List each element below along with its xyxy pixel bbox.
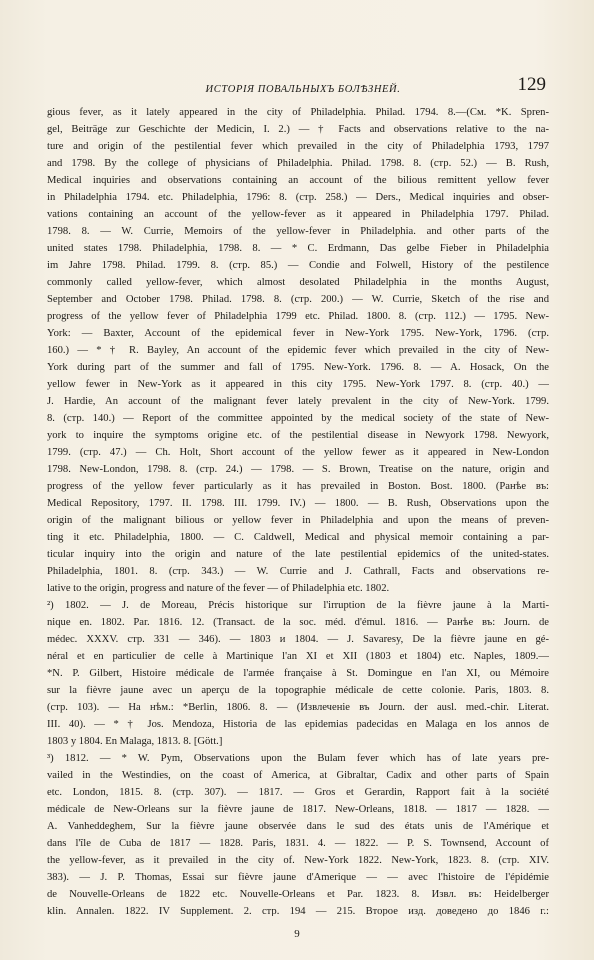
text-line: 160.) — * † R. Bayley, An account of the epidemic fever which prevailed in the city of New-: [47, 345, 549, 356]
text-line: de Nouvelle-Orleans de 1822 etc. Nouvelle-Orleans et Par. 1823. 8. Извл. въ: Heidelberger: [47, 889, 549, 900]
text-line: klin. Annalen. 1822. IV Supplement. 2. стр. 194 — 215. Второе изд. доведено до 1846 г.:: [47, 906, 549, 916]
text-line: A. Vanheddeghem, Sur la fièvre jaune observée dans le sud des états unis de l'Amérique et: [47, 821, 549, 832]
text-line: gious fever, as it lately appeared in the city of Philadelphia. Philad. 1794. 8.—(См. *K. Spren-: [47, 107, 549, 118]
text-line: September and October 1798. Philad. 1798. 8. (стр. 200.) — W. Currie, Sketch of the rise and: [47, 294, 549, 305]
text-line: 1798. New-London, 1798. 8. (стр. 24.) — 1798. — S. Brown, Treatise on the nature, origin and: [47, 464, 549, 475]
text-line: (стр. 103). — На нѣм.: *Berlin, 1806. 8. — (Извлеченіе въ Journ. der ausl. med.-chir. Literat.: [47, 702, 549, 713]
text-line: 8. (стр. 140.) — Report of the committee appointed by the medical society of the state of New-: [47, 413, 549, 424]
text-line: sur la fièvre jaune avec un aperçu de la topographie médicale de cette colonie. Paris, 1803. 8.: [47, 685, 549, 696]
text-line: nique en. 1802. Par. 1816. 12. (Transact. de la soc. méd. d'émul. 1816. — Ранѣе въ: Journ. de: [47, 617, 549, 628]
text-line: Philadelphia, 1801. 8. (стр. 343.) — W. Currie and J. Cathrall, Facts and observations re-: [47, 566, 549, 577]
text-line: York during part of the summer and fall of 1795. New-York. 1796. 8. — A. Hosack, On the: [47, 362, 549, 373]
signature-mark: 9: [294, 928, 300, 940]
text-line: 1799. (стр. 47.) — Ch. Holt, Short account of the yellow fewer as it appeared in New-London: [47, 447, 549, 458]
running-title: ИСТОРІЯ ПОВАЛЬНЫХЪ БОЛѢЗНЕЙ.: [205, 84, 401, 95]
text-line: III. 40). — * † Jos. Mendoza, Historia de las epidemias padecidas en Malaga en los annos de: [47, 719, 549, 730]
text-line: etc. London, 1815. 8. (стр. 307). — 1817. — Gros et Gerardin, Rapport fait à la société: [47, 787, 549, 798]
text-line: Medical Repository, 1797. II. 1798. III. 1799. IV.) — 1800. — B. Rush, Observations upon the: [47, 498, 549, 509]
text-line: progress of the yellow fever of Philadelphia 1799 etc. Philad. 1800. 8. (стр. 112.) — 1795. New-: [47, 311, 549, 322]
text-line: im Jahre 1798. Philad. 1799. 8. (стр. 85.) — Condie and Folwell, History of the pestilence: [47, 260, 549, 271]
text-line: néral et en particulier de celle à Martinique l'an XI et XII (1803 et 1804) etc. Naples, 1809.—: [47, 651, 549, 662]
running-head: [60, 74, 546, 104]
text-line: Medical inquiries and observations containing an account of the bilious remittent yellow fever: [47, 175, 549, 186]
text-line: *N. P. Gilbert, Histoire médicale de l'armée française à St. Domingue en l'an XI, ou Mémoire: [47, 668, 549, 679]
text-line: and 1798. By the college of physicians of Philadelphia. Philad. 1798. 8. (стр. 52.) — B. Rush,: [47, 158, 549, 169]
text-line: dans l'île de Cuba de 1817 — 1828. Paris, 1831. 4. — 1822. — P. S. Townsend, Account of: [47, 838, 549, 849]
page-number: 129: [517, 74, 546, 95]
text-line: ture and origin of the pestilential fever which prevailed in the city of Philadelphia 1793, 1797: [47, 141, 549, 152]
text-line: ting it etc. Philadelphia, 1800. — C. Caldwell, Medical and physical memoir containing a par-: [47, 532, 549, 543]
text-line: York: — Baxter, Account of the epidemical fever in New-York 1795. New-York, 1796. (стр.: [47, 328, 549, 339]
text-line: united states 1798. Philadelphia, 1798. 8. — * C. Erdmann, Das gelbe Fieber in Philadelphia: [47, 243, 549, 254]
text-line: lative to the origin, progress and nature of the fever — of Philadelphia etc. 1802.: [47, 583, 390, 594]
text-line: vailed in the Westindies, on the coast of America, at Gibraltar, Cadix and other parts of Spain: [47, 770, 549, 781]
text-line: ³) 1812. — * W. Pym, Observations upon the Bulam fever which has of late years pre-: [47, 753, 549, 764]
text-line: 1803 y 1804. En Malaga, 1813. 8. [Gött.]: [47, 736, 223, 747]
text-line: J. Hardie, An account of the malignant fever lately prevalent in the city of New-York. 1799.: [47, 396, 549, 407]
text-line: commonly called yellow-fever, which almost desolated Philadelphia in the months August,: [47, 277, 549, 288]
text-line: médec. XXXV. стр. 331 — 346). — 1803 и 1804. — J. Savaresy, De la fièvre jaune en gé-: [47, 634, 549, 645]
text-line: gel, Beiträge zur Geschichte der Medicin, I. 2.) — † Facts and observations relative to the na-: [47, 124, 549, 135]
text-line: origin of the malignant bilious or yellow fever in Philadelphia and upon the means of preven-: [47, 515, 549, 526]
text-line: progress of the yellow fever particularly as it has prevailed in Boston. Bost. 1800. (Ранѣе въ:: [47, 481, 549, 492]
text-line: médicale de New-Orleans sur la fièvre jaune de 1817. New-Orleans, 1818. — 1817 — 1828. —: [47, 804, 549, 815]
text-line: ²) 1802. — J. de Moreau, Précis historique sur l'irruption de la fièvre jaune à la Marti-: [47, 600, 549, 611]
text-line: 383). — J. P. Thomas, Essai sur fièvre jaune d'Amerique — — avec l'histoire de l'épidémie: [47, 872, 549, 883]
text-line: vations containing an account of the yellow-fever as it appeared in Philadelphia 1797. Philad.: [47, 209, 549, 220]
text-line: 1798. 8. — W. Currie, Memoirs of the yellow-fever in Philadelphia. and other parts of the: [47, 226, 549, 237]
text-line: yellow fewer in New-York as it appeared in this city 1795. New-York 1797. 8. (стр. 40.) —: [47, 379, 549, 390]
text-line: york to inquire the symptoms origine etc. of the pestilential disease in Newyork 1798. Newyork,: [47, 430, 549, 441]
text-line: the yellow-fever, as it prevailed in the city of. New-York 1822. New-York, 1823. 8. (стр. XIV.: [47, 855, 549, 866]
body-text: [47, 104, 549, 916]
text-line: ticular inquiry into the origin and nature of the late pestilential epidemics of the united-states.: [47, 549, 549, 560]
text-line: in Philadelphia 1794. etc. Philadelphia, 1796: 8. (стр. 258.) — Ders., Medical inquiries and obser-: [47, 192, 549, 203]
